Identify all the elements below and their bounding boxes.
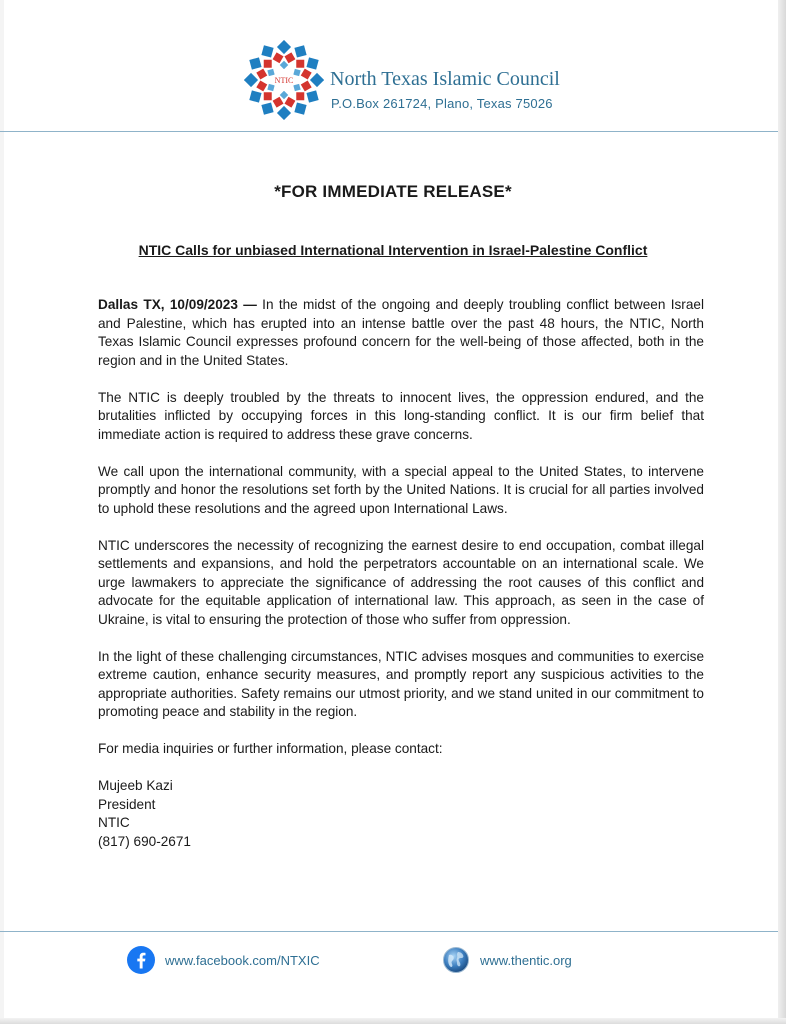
contact-block [98, 777, 704, 851]
ntic-logo [244, 40, 324, 120]
paragraph-6: For media inquiries or further information, please contact: [98, 741, 443, 756]
footer-divider [0, 931, 778, 932]
contact-org: NTIC [98, 815, 130, 830]
paragraph-2: The NTIC is deeply troubled by the threats to innocent lives, the oppression endured, and the brutalities inflicted by occupying forces in this long-standing conflict. It is our firm belief that immediate action is required to address these grave concerns. [98, 389, 704, 442]
paragraph-1-text: In the midst of the ongoing and deeply troubling conflict between Israel and Palestine, which has erupted into an intense battle over the past 48 hours, the NTIC, North Texas Islamic Council expresses profound concern for the well-being of those affected, both in the region and in the United States. [98, 297, 704, 368]
org-address: P.O.Box 261724, Plano, Texas 75026 [331, 96, 553, 111]
contact-title: President [98, 796, 156, 812]
page-edge-bottom [0, 1018, 786, 1024]
release-title: *FOR IMMEDIATE RELEASE* [274, 182, 512, 201]
paragraph-5: In the light of these challenging circumstances, NTIC advises mosques and communities to exercise extreme caution, enhance security measures, and promptly report any suspicious activities to the appropriate authorities. Safety remains our utmost priority, and we stand united in our commitment to promoting peace and stability in the region. [98, 648, 704, 719]
facebook-url: www.facebook.com/NTXIC [165, 952, 320, 968]
org-name: North Texas Islamic Council [330, 68, 560, 90]
logo-text: NTIC [274, 76, 294, 85]
contact-name: Mujeeb Kazi [98, 778, 173, 793]
facebook-icon [127, 946, 155, 974]
facebook-link[interactable] [127, 945, 320, 975]
letterhead [244, 40, 584, 122]
website-url: www.thentic.org [480, 952, 572, 968]
website-link[interactable] [442, 945, 572, 975]
page-edge-left [0, 0, 4, 1024]
paragraph-3: We call upon the international community, with a special appeal to the United States, to intervene promptly and honor the resolutions set forth by the United Nations. It is crucial for all parties involved to uphold these resolutions and the agreed upon International Laws. [98, 463, 704, 516]
dateline: Dallas TX, 10/09/2023 — [98, 297, 257, 312]
globe-icon [442, 946, 470, 974]
paragraph-4: NTIC underscores the necessity of recognizing the earnest desire to end occupation, combat illegal settlements and expansions, and hold the perpetrators accountable on an international scale. We urge lawmakers to appreciate the significance of addressing the root causes of this conflict and advocate for the equitable application of international law. This approach, as seen in the case of Ukraine, is vital to ensuring the protection of those who suffer from oppression. [98, 537, 704, 627]
paragraph-1 [98, 296, 704, 370]
subject-title: NTIC Calls for unbiased International Intervention in Israel-Palestine Conflict [138, 242, 648, 258]
header-divider [0, 131, 778, 132]
press-release-body [98, 296, 704, 851]
contact-phone: (817) 690-2671 [98, 833, 191, 849]
page-edge-right [778, 0, 786, 1024]
